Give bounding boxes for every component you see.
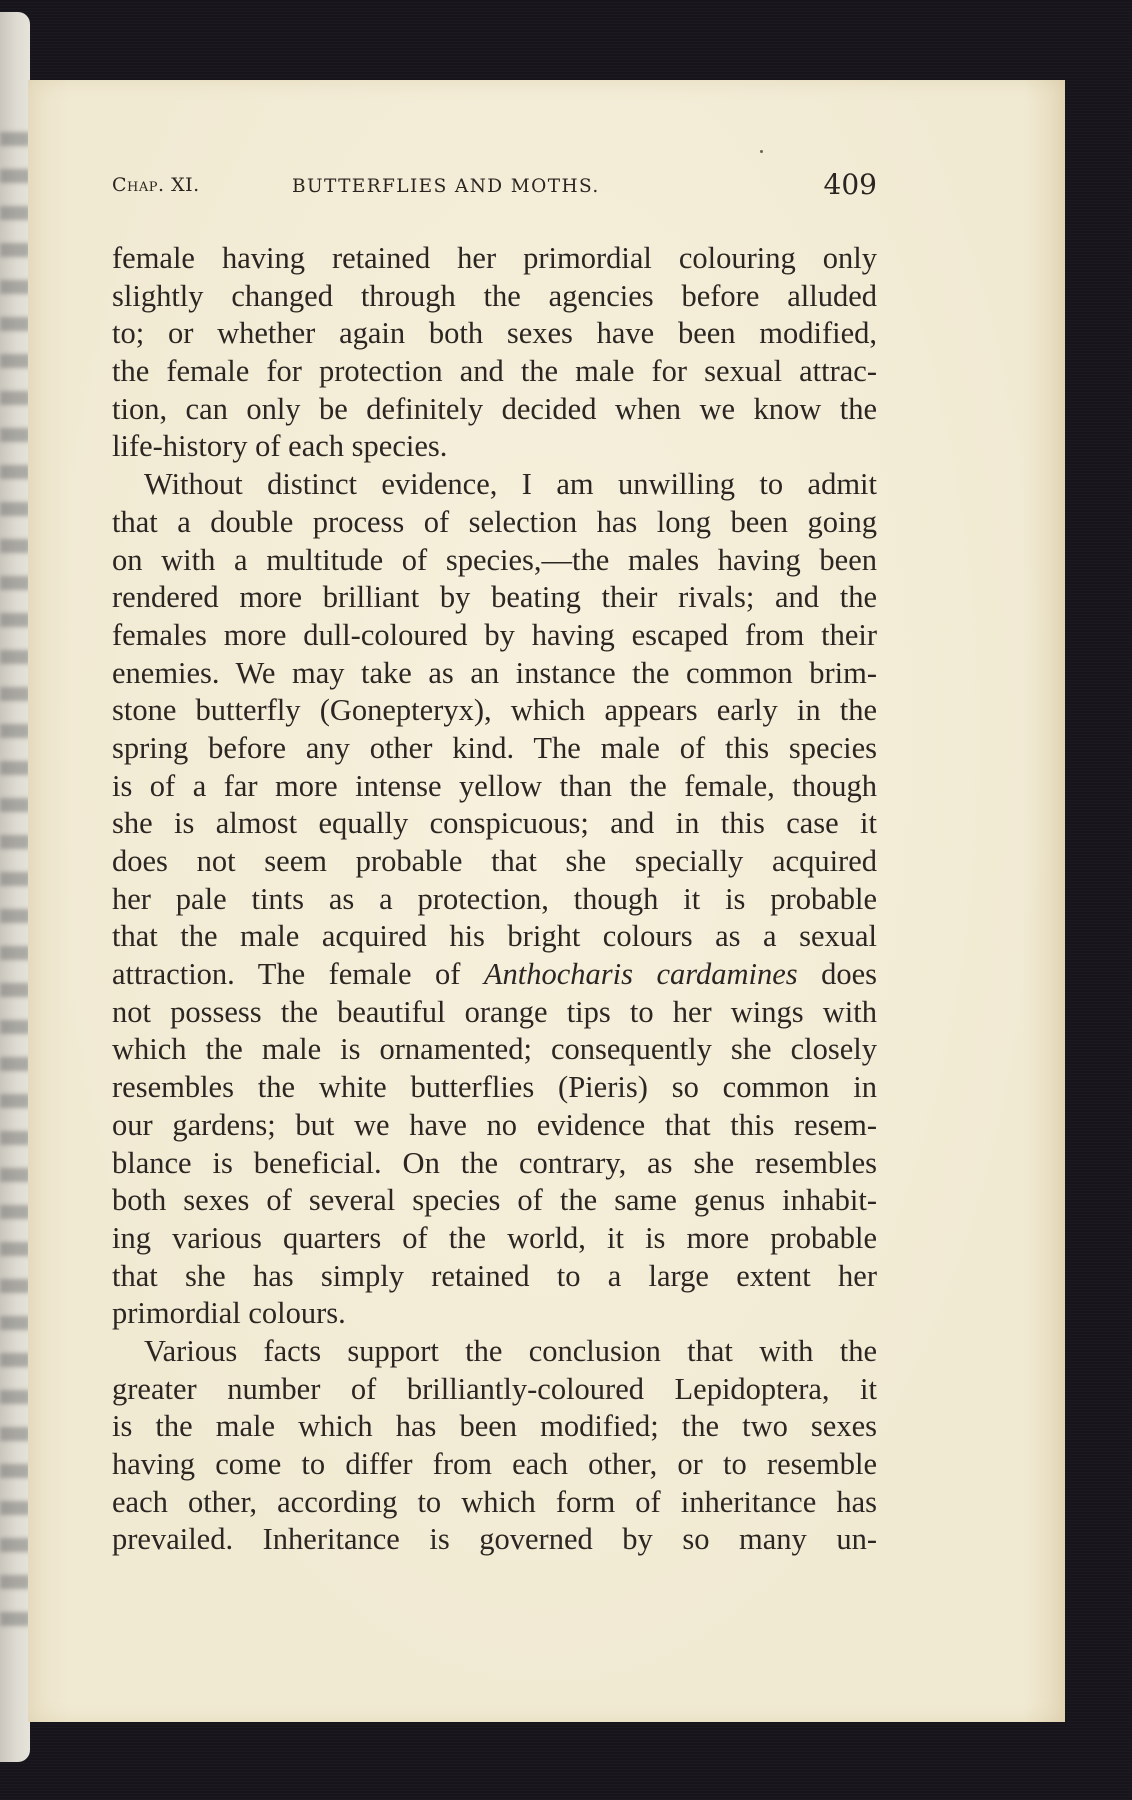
text-line: on with a multitude of species,—the males having been bbox=[112, 542, 877, 577]
text-line: greater number of brilliantly-coloured Lepidoptera, it bbox=[112, 1371, 877, 1406]
text-line: females more dull-coloured by having escaped from their bbox=[112, 617, 877, 652]
page-number: 409 bbox=[823, 168, 877, 201]
text-line: her pale tints as a protection, though it is probable bbox=[112, 881, 877, 916]
text-segment: attraction. The female of bbox=[112, 957, 484, 992]
text-line: that a double process of selection has long been going bbox=[112, 504, 877, 539]
species-name-italic: Anthocharis cardamines bbox=[483, 957, 798, 992]
text-line: life-history of each species. bbox=[112, 429, 448, 464]
text-line: primordial colours. bbox=[112, 1296, 346, 1331]
text-line: the female for protection and the male for sexual attrac- bbox=[112, 354, 877, 389]
text-line: not possess the beautiful orange tips to her wings with bbox=[112, 994, 877, 1029]
previous-page-edge bbox=[0, 12, 30, 1762]
text-line: ing various quarters of the world, it is more probable bbox=[112, 1220, 877, 1255]
text-line: she is almost equally conspicuous; and in this case it bbox=[112, 806, 877, 841]
text-line: slightly changed through the agencies before alluded bbox=[112, 278, 877, 313]
text-line: which the male is ornamented; consequently she closely bbox=[112, 1032, 877, 1067]
text-line: that the male acquired his bright colours as a sexual bbox=[112, 919, 877, 954]
text-line: rendered more brilliant by beating their rivals; and the bbox=[112, 580, 877, 615]
previous-page-blurred-text bbox=[0, 132, 30, 1632]
text-line: prevailed. Inheritance is governed by so many un- bbox=[112, 1522, 877, 1557]
text-line-paragraph-start: Various facts support the conclusion that with the bbox=[144, 1333, 877, 1368]
text-line: having come to differ from each other, or to resemble bbox=[112, 1447, 877, 1481]
text-line-paragraph-start: Without distinct evidence, I am unwilling to admit bbox=[144, 467, 877, 502]
text-line: both sexes of several species of the same genus inhabit- bbox=[112, 1183, 877, 1218]
paper-speck bbox=[760, 150, 763, 153]
text-line: female having retained her primordial colouring only bbox=[112, 241, 877, 275]
text-segment: does bbox=[797, 957, 877, 992]
text-line: stone butterfly (Gonepteryx), which appears early in the bbox=[112, 693, 877, 728]
text-line: blance is beneficial. On the contrary, as she resembles bbox=[112, 1145, 877, 1180]
text-line-with-italic bbox=[112, 956, 877, 994]
text-line: spring before any other kind. The male of this species bbox=[112, 730, 877, 765]
running-header bbox=[112, 168, 877, 208]
body-text bbox=[112, 240, 877, 1559]
text-line: tion, can only be definitely decided when we know the bbox=[112, 391, 877, 426]
text-line: each other, according to which form of inheritance has bbox=[112, 1484, 877, 1519]
text-line: our gardens; but we have no evidence that this resem- bbox=[112, 1107, 877, 1142]
running-title: BUTTERFLIES AND MOTHS. bbox=[292, 176, 600, 197]
text-line: is the male which has been modified; the two sexes bbox=[112, 1409, 877, 1444]
text-line: to; or whether again both sexes have been modified, bbox=[112, 316, 877, 351]
text-line: that she has simply retained to a large extent her bbox=[112, 1258, 877, 1293]
text-line: resembles the white butterflies (Pieris) so common in bbox=[112, 1070, 877, 1105]
text-line: does not seem probable that she specially acquired bbox=[112, 844, 877, 878]
chapter-label: Chap. XI. bbox=[112, 174, 200, 196]
text-line: is of a far more intense yellow than the female, though bbox=[112, 768, 877, 803]
text-line: enemies. We may take as an instance the common brim- bbox=[112, 655, 877, 690]
